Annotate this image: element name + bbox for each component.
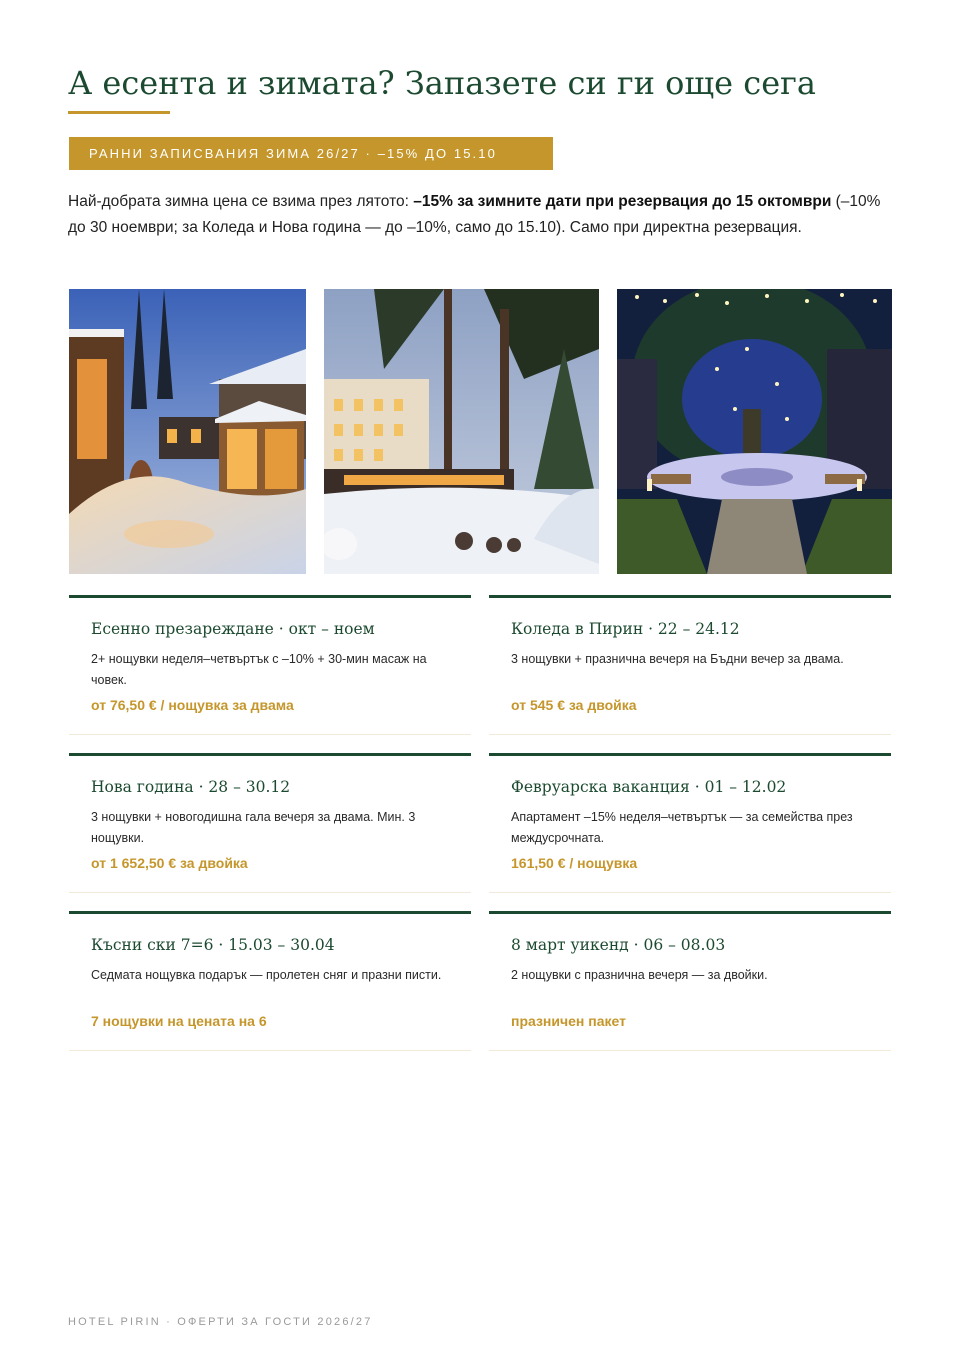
offer-title: 8 март уикенд · 06 – 08.03: [511, 936, 726, 954]
intro-text-highlight: –15% за зимните дати при резервация до 15 октомври: [413, 193, 832, 210]
intro-paragraph: [68, 189, 888, 241]
offer-card-autumn: [69, 595, 471, 735]
offer-card-february: [489, 753, 891, 893]
offer-description: Апартамент –15% неделя–четвъртък — за семейства през междусрочната.: [511, 810, 853, 845]
intro-text-start: Най-добрата зимна цена се взима през лятото:: [68, 193, 414, 210]
title-underline: [68, 111, 170, 114]
offer-description: 2 нощувки с празнична вечеря — за двойки.: [511, 968, 768, 982]
offer-price: от 76,50 € / нощувка за двама: [91, 697, 294, 713]
offer-description: 3 нощувки + празнична вечеря на Бъдни вечер за двама.: [511, 652, 844, 666]
offer-description: 3 нощувки + новогодишна гала вечеря за двама. Мин. 3 нощувки.: [91, 810, 416, 845]
offer-description: Седмата нощувка подарък — пролетен сняг и празни писти.: [91, 968, 442, 982]
offer-title: Февруарска ваканция · 01 – 12.02: [511, 778, 787, 796]
intro-text-end: (–10% до 30 ноември; за Коледа и Нова година — до –10%, само до 15.10). Само при директна резервация.: [68, 193, 881, 236]
offer-card-christmas: [489, 595, 891, 735]
photo-snowy-courtyard: [69, 289, 306, 574]
offer-price: 7 нощувки на цената на 6: [91, 1013, 267, 1029]
offer-title: Нова година · 28 – 30.12: [91, 778, 291, 796]
offer-price: от 1 652,50 € за двойка: [91, 855, 248, 871]
offer-price: празничен пакет: [511, 1013, 626, 1029]
offer-description: 2+ нощувки неделя–четвъртък с –10% + 30-мин масаж на човек.: [91, 652, 427, 687]
photo-hotel-snowy-pines: [324, 289, 599, 574]
offer-card-march-8: [489, 911, 891, 1051]
offer-title: Коледа в Пирин · 22 – 24.12: [511, 620, 740, 638]
photo-christmas-lights-plaza: [617, 289, 892, 574]
page-footer: HOTEL PIRIN · ОФЕРТИ ЗА ГОСТИ 2026/27: [68, 1316, 373, 1328]
offer-price: от 545 € за двойка: [511, 697, 637, 713]
offer-title: Късни ски 7=6 · 15.03 – 30.04: [91, 936, 335, 954]
offer-card-late-ski: [69, 911, 471, 1051]
offer-card-new-year: [69, 753, 471, 893]
offer-price: 161,50 € / нощувка: [511, 855, 638, 871]
early-booking-banner: РАННИ ЗАПИСВАНИЯ ЗИМА 26/27 · –15% ДО 15.10: [69, 137, 553, 170]
offer-title: Есенно презареждане · окт – ноем: [91, 620, 375, 638]
page-title: А есента и зимата? Запазете си ги още сега: [68, 64, 816, 102]
